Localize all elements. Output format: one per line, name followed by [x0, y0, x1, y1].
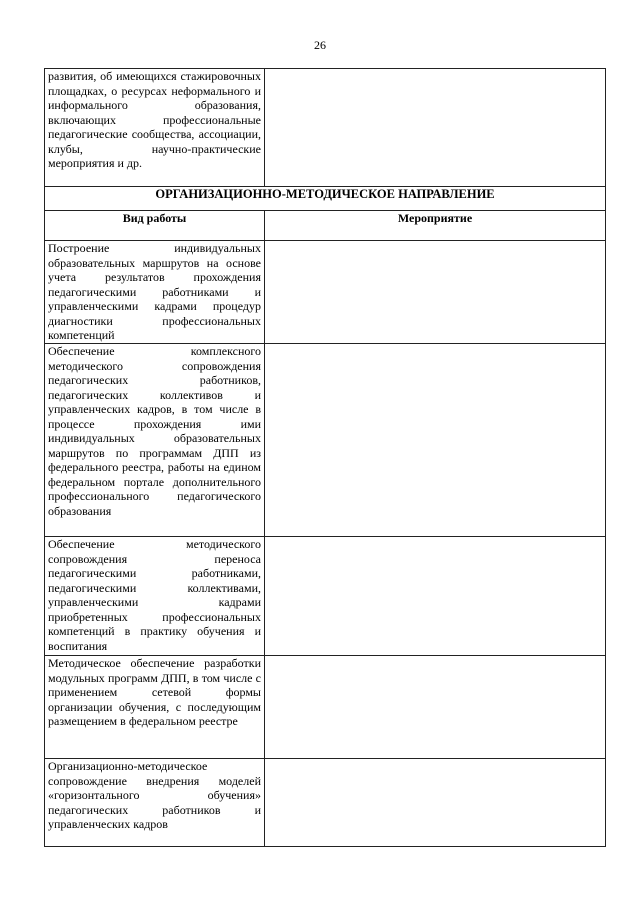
table-row — [45, 759, 606, 847]
event-cell — [265, 656, 606, 759]
work-type-cell: Организационно-методическое сопровождение внедрения моделей «горизонтального обучения» педагогических работников и управленческих кадров — [45, 759, 265, 847]
work-plan-table — [44, 68, 606, 847]
table-row — [45, 69, 606, 187]
table-row — [45, 344, 606, 537]
column-header-event: Мероприятие — [265, 211, 606, 241]
table-row — [45, 656, 606, 759]
work-type-cell: Построение индивидуальных образовательных маршрутов на основе учета результатов прохождения педагогическими работниками и управленческими кадрами процедур диагностики профессиональных компетенций — [45, 241, 265, 344]
header-row — [45, 211, 606, 241]
section-row — [45, 187, 606, 211]
page-number: 26 — [314, 38, 326, 52]
work-type-cell: Обеспечение методического сопровождения переноса педагогическими работниками, педагогическими коллективами, управленческими кадрами приобретенных профессиональных компетенций в практику обучения и воспитания — [45, 537, 265, 656]
work-type-cell: развития, об имеющихся стажировочных площадках, о ресурсах неформального и информального образования, включающих профессиональные педагогические сообщества, ассоциации, клубы, научно-практические мероприятия и др. — [45, 69, 265, 187]
section-title: ОРГАНИЗАЦИОННО-МЕТОДИЧЕСКОЕ НАПРАВЛЕНИЕ — [45, 187, 606, 211]
event-cell — [265, 241, 606, 344]
table-row — [45, 241, 606, 344]
work-type-cell: Методическое обеспечение разработки модульных программ ДПП, в том числе с применением сетевой формы организации обучения, с последующим размещением в федеральном реестре — [45, 656, 265, 759]
event-cell — [265, 69, 606, 187]
table-row — [45, 537, 606, 656]
event-cell — [265, 759, 606, 847]
work-type-cell: Обеспечение комплексного методического сопровождения педагогических работников, педагогических коллективов и управленческих кадров, в том числе в процессе прохождения ими индивидуальных образовательных маршрутов по программам ДПП из федерального реестра, работы на едином федеральном портале дополнительного профессионального педагогического образования — [45, 344, 265, 537]
column-header-work-type: Вид работы — [45, 211, 265, 241]
event-cell — [265, 537, 606, 656]
event-cell — [265, 344, 606, 537]
